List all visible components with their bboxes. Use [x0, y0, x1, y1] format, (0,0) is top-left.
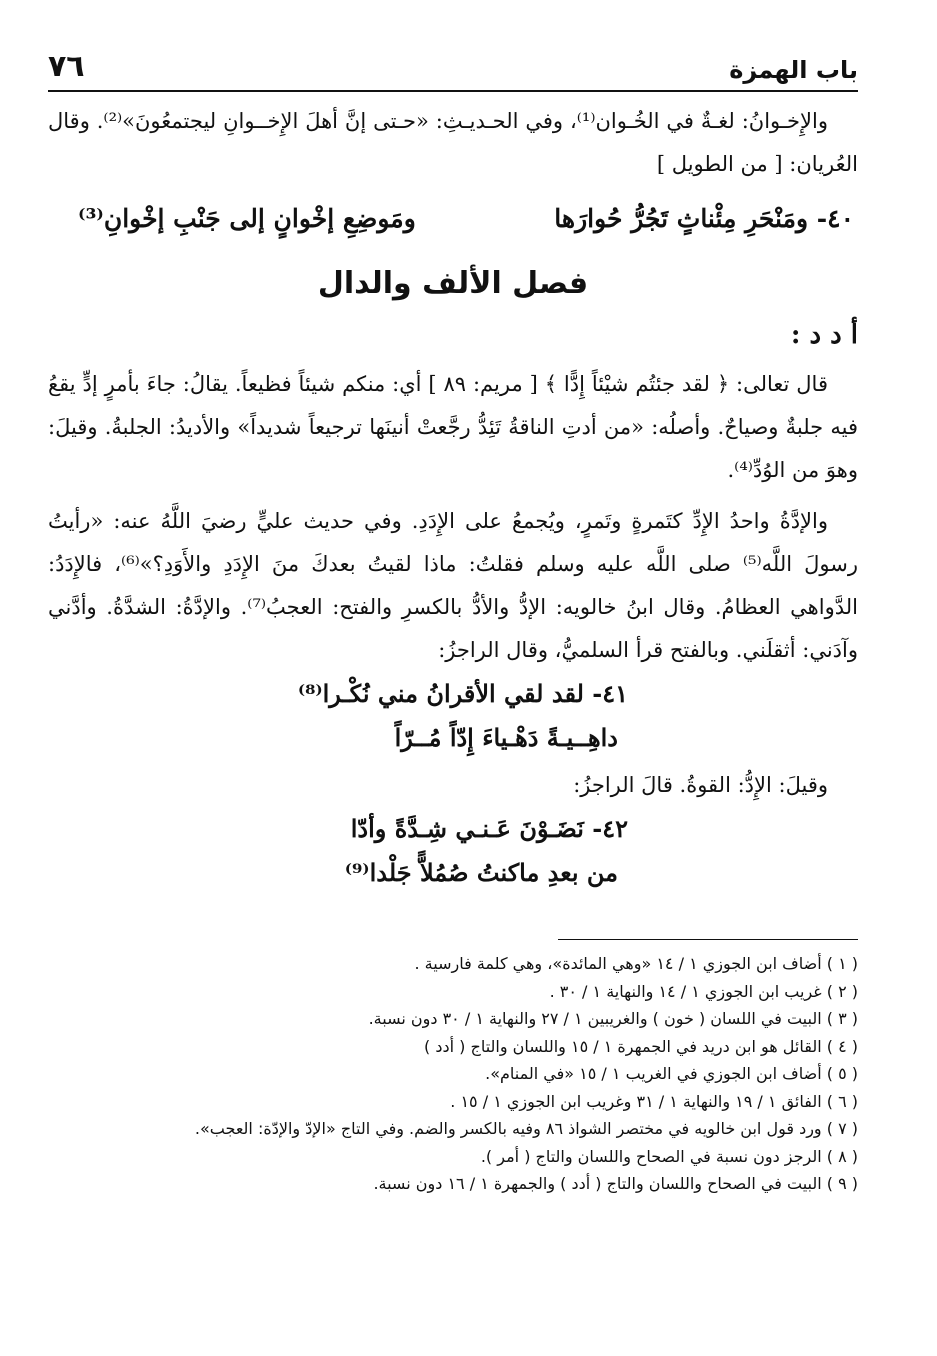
verse-42-line-2: من بعدِ ماكنتُ صُمُلاًّ جَلْدا⁽⁹⁾: [344, 858, 618, 887]
verse-40: [78, 194, 854, 244]
footnote: ( ٢ ) غريب ابن الجوزي ١ / ١٤ والنهاية ١ / ٣٠ .: [549, 981, 858, 1001]
paragraph-ikhwan: والإِخـوانُ: لغـةٌ في الخُـوان⁽¹⁾، وفي الحـديـثِ: «حـتى إنَّ أهلَ الإِخــوانِ ليجتمعُونَ»⁽²⁾. وقال العُريان: [ من الطويل ]: [48, 109, 858, 176]
verse-41-line-1: ٤١- لقد لقي الأقرانُ مني نُكْـرا⁽⁸⁾: [297, 679, 628, 708]
verse-42-line-1: ٤٢- نَضَـوْنَ عَـنـي شِـدَّةً وأدّا: [350, 814, 628, 843]
footnote: ( ٤ ) القائل هو ابن دريد في الجمهرة ١ / ١٥ واللسان والتاج ( أدد ): [424, 1036, 858, 1056]
page-number: ٧٦: [48, 49, 85, 84]
verse-40-second-hemistich: ومَوضِعِ إخْوانٍ إلى جَنْبِ إخْوانِ⁽³⁾: [78, 204, 416, 233]
footnote: ( ٧ ) ورد قول ابن خالويه في مختصر الشواذ ٨٦ وفيه بالكسر والضم. وفي التاج «الإدّ والإدّة: العجب».: [194, 1119, 858, 1138]
footnote-separator: [558, 939, 858, 940]
footnote: ( ٩ ) البيت في الصحاح واللسان والتاج ( أدد ) والجمهرة ١ / ١٦ دون نسبة.: [373, 1174, 858, 1193]
paragraph-quwwah: وقيلَ: الإِدُّ: القوةُ. قالَ الراجزُ:: [573, 773, 828, 797]
chapter-title: باب الهمزة: [729, 56, 858, 84]
running-header: [48, 40, 858, 84]
footnote: ( ٥ ) أضاف ابن الجوزي في الغريب ١ / ١٥ «في المنام».: [485, 1064, 858, 1083]
footnote: ( ٣ ) البيت في اللسان ( خون ) والغريبين ١ / ٢٧ والنهاية ١ / ٣٠ دون نسبة.: [368, 1009, 858, 1028]
footnote: ( ٨ ) الرجز دون نسبة في الصحاح واللسان والتاج ( أمر ).: [480, 1146, 858, 1166]
footnote: ( ٦ ) الفائق ١ / ١٩ والنهاية ١ / ٣١ وغريب ابن الجوزي ١ / ١٥ .: [450, 1091, 858, 1111]
section-heading: فصل الألف والدال: [317, 266, 589, 301]
entry-root-heading: أ د د :: [790, 320, 858, 350]
footnote: ( ١ ) أضاف ابن الجوزي ١ / ١٤ «وهي المائدة»، وهي كلمة فارسية .: [414, 954, 858, 973]
book-page: [48, 40, 858, 1330]
header-rule: [48, 90, 858, 92]
paragraph-quran-idd: قال تعالى: ﴿ لقد جئتُم شيْئاً إِدًّا ﴾ [ مريم: ٨٩ ] أي: منكم شيئاً فظيعاً. يقالُ: جاءَ بأمرٍ إدٍّ يقعُ فيه جلبةٌ وصياحٌ. وأصلُه: «من أدتِ الناقةُ تَئِدُّ رجَّعتْ أنينَها ترجيعاً شديداً» والأديدُ: الجلبةُ. وقيلَ: وهوَ من الوُدِّ⁽⁴⁾.: [48, 372, 858, 482]
footnotes: [48, 950, 858, 1198]
verse-40-first-hemistich: ٤٠- ومَنْحَرِ مِئْناثٍ تَجُرُّ حُوارَها: [554, 204, 854, 233]
paragraph-iddah: والإدَّةُ واحدُ الإِدِّ كتَمرةٍ وتَمرٍ، ويُجمعُ على الإِدَدِ. وفي حديث عليٍّ رضيَ اللَّهُ عنه: «رأيتُ رسولَ اللَّه⁽⁵⁾ صلى اللَّه عليه وسلم فقلتُ: ماذا لقيتُ بعدكَ منَ الإِدَدِ والأَوَدِ؟»⁽⁶⁾، فالإِدَدُ: الدَّواهي العظامُ. وقال ابنُ خالويه: الإدُّ والأدُّ بالكسرِ والفتح: العجبُ⁽⁷⁾. والإدَّةُ: الشدَّةُ. وأدَّني وآدَني: أثقلَني. وبالفتح قرأ السلميُّ، وقال الراجزُ:: [48, 509, 858, 662]
verse-41-line-2: داهِــيـةً دَهْـياءَ إِدّاً مُــرّاً: [394, 723, 618, 752]
